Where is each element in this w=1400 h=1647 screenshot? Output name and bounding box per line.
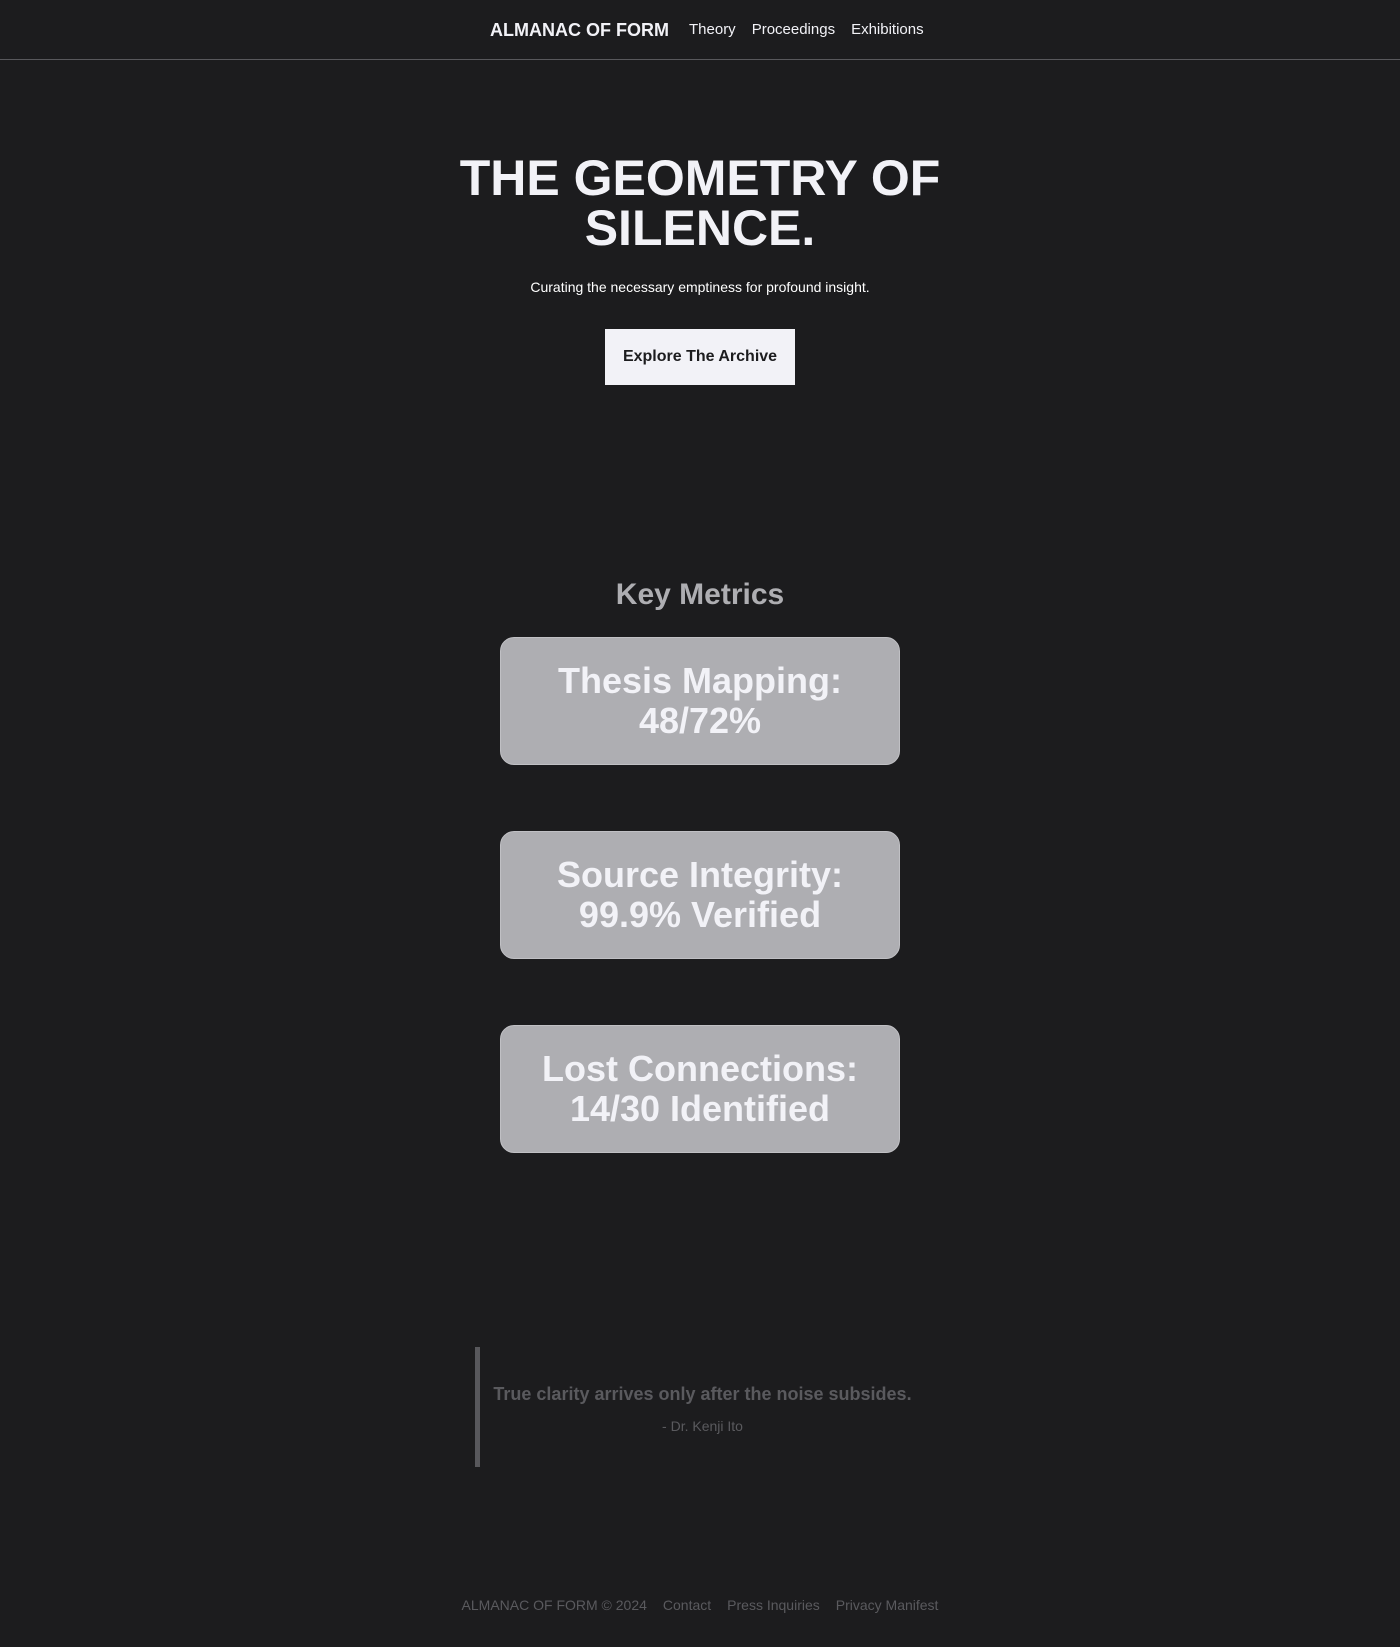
quote-block xyxy=(475,1347,925,1467)
metrics-title: Key Metrics xyxy=(615,578,785,611)
footer-link-press-inquiries[interactable]: Press Inquiries xyxy=(727,1597,820,1613)
brand-logo[interactable]: ALMANAC OF FORM xyxy=(490,20,669,40)
main-nav xyxy=(689,21,924,39)
metric-card-thesis-mapping xyxy=(500,637,900,765)
explore-archive-button[interactable]: Explore The Archive xyxy=(605,329,795,385)
site-footer xyxy=(0,1596,1400,1614)
metric-card-lost-connections xyxy=(500,1025,900,1153)
quote-text: True clarity arrives only after the noise subsides. xyxy=(493,1384,912,1404)
footer-link-contact[interactable]: Contact xyxy=(662,1597,712,1613)
nav-link-exhibitions[interactable]: Exhibitions xyxy=(851,21,924,38)
nav-link-theory[interactable]: Theory xyxy=(689,21,736,38)
site-header xyxy=(0,0,1400,60)
hero-subtitle: Curating the necessary emptiness for profound insight. xyxy=(530,279,870,295)
metric-card-label: Lost Connections: 14/30 Identified xyxy=(542,1048,858,1129)
metric-card-source-integrity xyxy=(500,831,900,959)
footer-link-privacy-manifest[interactable]: Privacy Manifest xyxy=(835,1597,939,1613)
quote-author: - Dr. Kenji Ito xyxy=(662,1418,743,1434)
footer-copyright: ALMANAC OF FORM © 2024 xyxy=(461,1597,647,1613)
hero-title: THE GEOMETRY OF SILENCE. xyxy=(459,150,941,256)
metric-card-label: Source Integrity: 99.9% Verified xyxy=(556,854,844,935)
nav-link-proceedings[interactable]: Proceedings xyxy=(751,21,836,38)
metric-card-label: Thesis Mapping: 48/72% xyxy=(557,660,842,741)
